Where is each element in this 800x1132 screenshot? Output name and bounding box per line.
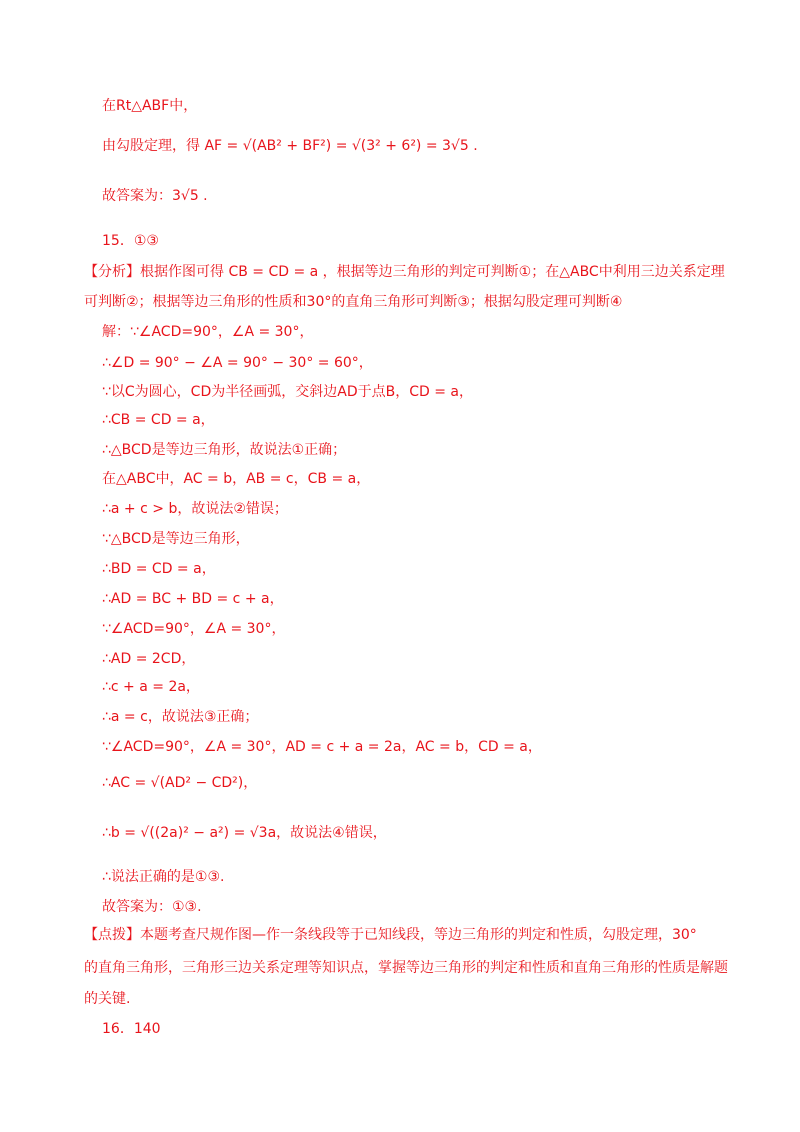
text-line: ∵△BCD是等边三角形， <box>102 531 250 547</box>
text-line: ∴∠D = 90° − ∠A = 90° − 30° = 60°， <box>102 355 373 371</box>
text-line: ∴CB = CD = a， <box>102 412 215 428</box>
text-line: 故答案为：①③. <box>102 899 202 915</box>
text-line: ∴BD = CD = a， <box>102 561 216 577</box>
text-line: 的直角三角形，三角形三边关系定理等知识点，掌握等边三角形的判定和性质和直角三角形的性质是解题 <box>84 960 728 976</box>
text-line: ∴AD = BC + BD = c + a， <box>102 591 284 607</box>
text-line: ∴△BCD是等边三角形，故说法①正确； <box>102 442 347 458</box>
text-line: ∵以C为圆心，CD为半径画弧，交斜边AD于点B，CD = a， <box>102 384 473 400</box>
text-line: ∴b = √((2a)² − a²) = √3a，故说法④错误， <box>102 825 387 841</box>
question-number: 16．140 <box>102 1021 161 1037</box>
text-line: 解：∵∠ACD=90°，∠A = 30°， <box>102 324 314 340</box>
text-line: 可判断②；根据等边三角形的性质和30°的直角三角形可判断③；根据勾股定理可判断④ <box>84 294 623 310</box>
text-line: ∴a + c > b，故说法②错误； <box>102 501 288 517</box>
text-line: ∴说法正确的是①③. <box>102 869 225 885</box>
text-line: 在Rt△ABF中， <box>102 98 198 114</box>
analysis-heading: 【分析】根据作图可得 CB = CD = a ，根据等边三角形的判定可判断①；在△ABC中利用三边关系定理 <box>84 264 725 280</box>
text-line: ∵∠ACD=90°，∠A = 30°，AD = c + a = 2a，AC = b，CD = a， <box>102 739 542 755</box>
text-line: 由勾股定理，得 AF = √(AB² + BF²) = √(3² + 6²) = 3√5 . <box>102 138 478 154</box>
tip-heading: 【点拨】本题考查尺规作图—作一条线段等于已知线段，等边三角形的判定和性质，勾股定理，30° <box>84 927 697 943</box>
text-line: ∴c + a = 2a， <box>102 679 200 695</box>
text-line: ∴AC = √(AD² − CD²)， <box>102 775 258 791</box>
question-number: 15．①③ <box>102 233 159 249</box>
text-line: 在△ABC中，AC = b，AB = c，CB = a， <box>102 471 371 487</box>
text-line: ∴AD = 2CD， <box>102 651 196 667</box>
text-line: 的关键. <box>84 991 131 1007</box>
text-line: 故答案为：3√5 . <box>102 188 208 204</box>
text-line: ∵∠ACD=90°，∠A = 30°， <box>102 621 286 637</box>
text-line: ∴a = c，故说法③正确； <box>102 709 259 725</box>
